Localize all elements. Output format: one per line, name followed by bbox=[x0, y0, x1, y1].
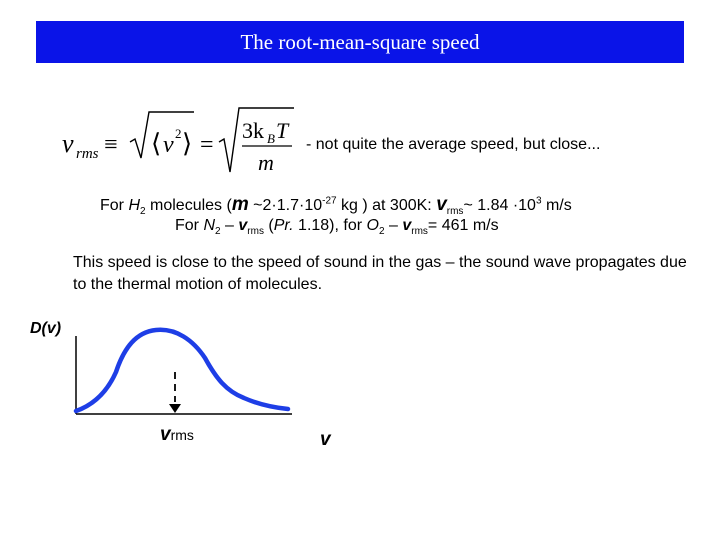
v-symbol: v bbox=[238, 217, 248, 234]
l1-part: For bbox=[100, 197, 129, 214]
slide-title: The root-mean-square speed bbox=[240, 29, 480, 54]
y-axis-label: D(v) bbox=[30, 320, 62, 337]
exp2: 3 bbox=[535, 195, 542, 207]
rms-marker-sub: rms bbox=[170, 427, 194, 443]
n-sub: 2 bbox=[215, 226, 221, 238]
o-symbol: O bbox=[366, 217, 379, 234]
l2-part: = 461 m/s bbox=[427, 217, 499, 234]
m-symbol: m bbox=[231, 194, 249, 215]
formula-lhs: v bbox=[62, 129, 74, 158]
l1-part: kg ) at 300K: bbox=[336, 197, 437, 214]
l2-part: ( bbox=[263, 217, 274, 234]
l1-part: molecules ( bbox=[145, 197, 232, 214]
formula-mid-v: v bbox=[163, 132, 174, 158]
v-symbol: v bbox=[402, 217, 412, 234]
note-text: - not quite the average speed, but close... bbox=[306, 136, 601, 153]
h-sub: 2 bbox=[140, 206, 146, 218]
l2-part: For bbox=[175, 217, 204, 234]
rms-marker-arrow bbox=[169, 404, 181, 413]
formula-eq: = bbox=[200, 132, 214, 158]
l1-part: m/s bbox=[541, 197, 572, 214]
rms-formula-svg bbox=[62, 108, 302, 178]
v-sub: rms bbox=[247, 226, 264, 238]
rms-marker-v: v bbox=[160, 424, 171, 445]
rms-marker-label bbox=[160, 424, 194, 446]
formula-mid-sup: 2 bbox=[175, 126, 182, 141]
n-symbol: N bbox=[203, 217, 216, 234]
angle-left: ⟨ bbox=[151, 129, 162, 158]
l2-part: – bbox=[220, 217, 239, 234]
angle-right: ⟩ bbox=[182, 129, 193, 158]
rms-formula bbox=[62, 108, 302, 178]
formula-num: 3k bbox=[242, 118, 264, 143]
formula-num-T: T bbox=[276, 118, 289, 143]
title-bar bbox=[36, 21, 684, 63]
exp1: -27 bbox=[322, 195, 337, 207]
v-symbol: v bbox=[436, 194, 447, 215]
o-sub: 2 bbox=[378, 226, 385, 238]
formula-lhs-sub: rms bbox=[76, 146, 99, 162]
v-sub: rms bbox=[411, 226, 428, 238]
x-axis-label: v bbox=[320, 429, 331, 450]
l1-part: ~2·1.7·10 bbox=[248, 197, 323, 214]
formula-num-sub: B bbox=[267, 131, 275, 146]
sound-paragraph: This speed is close to the speed of sound in the gas – the sound wave propagates due to the thermal motion of molecules. bbox=[73, 254, 687, 293]
n2-o2-line bbox=[175, 217, 499, 237]
h2-line bbox=[100, 194, 572, 217]
l2-part: – bbox=[384, 217, 403, 234]
l2-part: 1.18), for bbox=[293, 217, 367, 234]
pr-ref: Pr. bbox=[273, 217, 294, 234]
v-sub: rms bbox=[446, 206, 464, 218]
l1-part: ~ 1.84 ·10 bbox=[463, 197, 536, 214]
formula-equiv: ≡ bbox=[104, 132, 118, 158]
h-symbol: H bbox=[128, 197, 141, 214]
distribution-curve bbox=[76, 330, 288, 411]
formula-den: m bbox=[258, 150, 274, 175]
